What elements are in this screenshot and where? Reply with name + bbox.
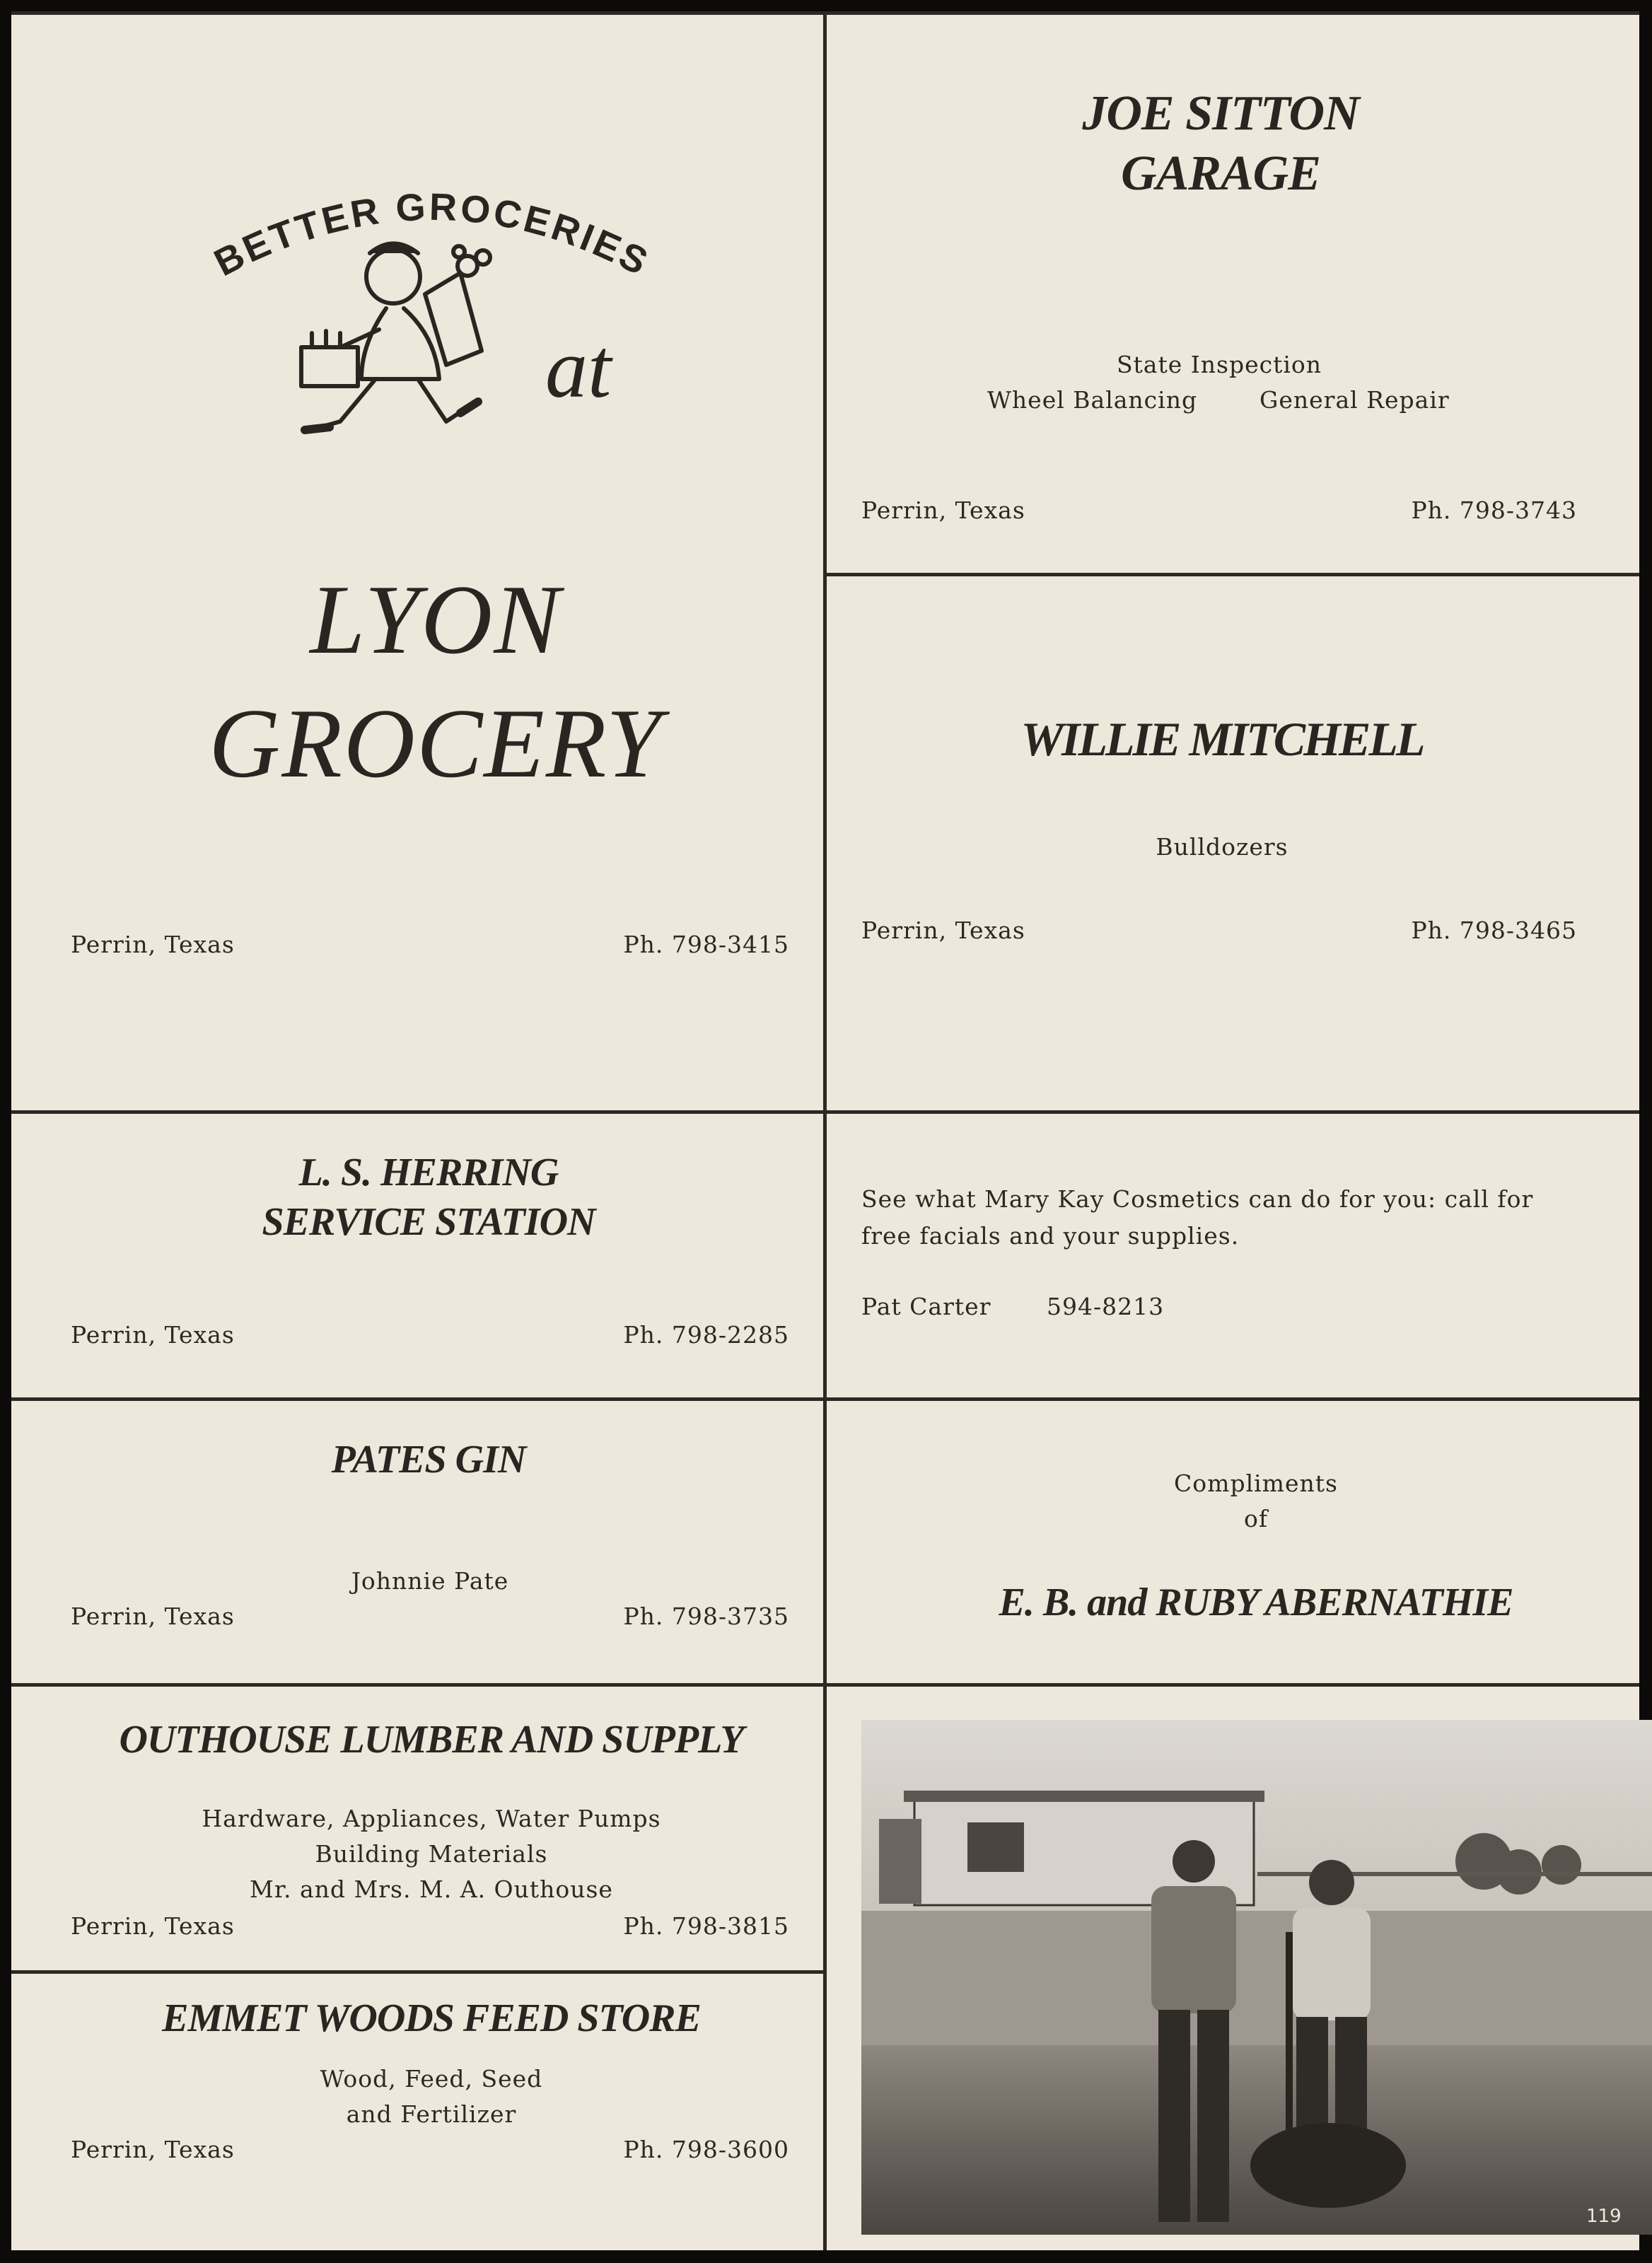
rule-row-1 [11,1110,1639,1114]
outhouse-line2: Building Materials [315,1840,548,1868]
sitton-service-wheel: Wheel Balancing [987,386,1198,414]
rule-right-1 [825,573,1639,576]
sitton-city: Perrin, Texas [861,496,1025,524]
herring-city: Perrin, Texas [71,1321,235,1349]
sitton-phone: Ph. 798-3743 [1411,496,1577,524]
lyon-city: Perrin, Texas [71,931,235,958]
outhouse-line3: Mr. and Mrs. M. A. Outhouse [250,1875,613,1903]
marykay-contact-phone: 594-8213 [1047,1293,1165,1320]
herring-name-line2: SERVICE STATION [262,1200,595,1244]
sitton-name-line2: GARAGE [1121,146,1320,201]
lyon-name-line1: LYON [310,565,562,675]
marykay-line2: free facials and your supplies. [861,1222,1240,1250]
lyon-phone: Ph. 798-3415 [623,931,789,958]
herring-name-line1: L. S. HERRING [298,1151,559,1194]
mitchell-name: WILLIE MITCHELL [1020,712,1424,766]
logo-banner-text: BETTER GROCERIES [207,185,657,285]
rule-row-2 [11,1397,1639,1401]
woods-line2: and Fertilizer [346,2100,517,2128]
grocery-mascot-logo [149,167,729,478]
marykay-line1: See what Mary Kay Cosmetics can do for you: call for [861,1185,1534,1213]
pates-owner: Johnnie Pate [351,1567,509,1595]
pates-name: PATES GIN [331,1438,526,1482]
outhouse-name: OUTHOUSE LUMBER AND SUPPLY [119,1718,744,1762]
outhouse-city: Perrin, Texas [71,1912,235,1940]
woods-line1: Wood, Feed, Seed [320,2065,543,2093]
logo-at-text: at [545,321,612,415]
woods-name: EMMET WOODS FEED STORE [162,1996,701,2040]
photo-ground [861,2045,1652,2235]
page-number: 119 [1586,2206,1622,2227]
yearbook-ad-page [11,11,1639,2250]
outhouse-line1: Hardware, Appliances, Water Pumps [202,1805,661,1832]
students-photo [861,1720,1652,2235]
abernathie-of: of [1243,1505,1269,1532]
abernathie-compliments: Compliments [1174,1470,1338,1497]
herring-phone: Ph. 798-2285 [623,1321,789,1349]
mitchell-service: Bulldozers [1156,833,1289,861]
marykay-contact-name: Pat Carter [861,1293,991,1320]
sitton-service-repair: General Repair [1260,386,1450,414]
photo-road [861,1911,1652,2052]
grocery-boy-icon [301,244,490,431]
rule-center [823,11,827,2250]
pates-phone: Ph. 798-3735 [623,1602,789,1630]
sitton-service-inspection: State Inspection [1116,351,1322,378]
mitchell-city: Perrin, Texas [861,917,1025,944]
lyon-name-line2: GROCERY [209,689,663,798]
outhouse-phone: Ph. 798-3815 [623,1912,789,1940]
sitton-name-line1: JOE SITTON [1082,86,1359,141]
rule-row-3 [11,1683,1639,1687]
abernathie-name: E. B. and RUBY ABERNATHIE [999,1581,1513,1624]
rule-left-4 [11,1970,825,1974]
woods-phone: Ph. 798-3600 [623,2136,789,2163]
woods-city: Perrin, Texas [71,2136,235,2163]
pates-city: Perrin, Texas [71,1602,235,1630]
mitchell-phone: Ph. 798-3465 [1411,917,1577,944]
